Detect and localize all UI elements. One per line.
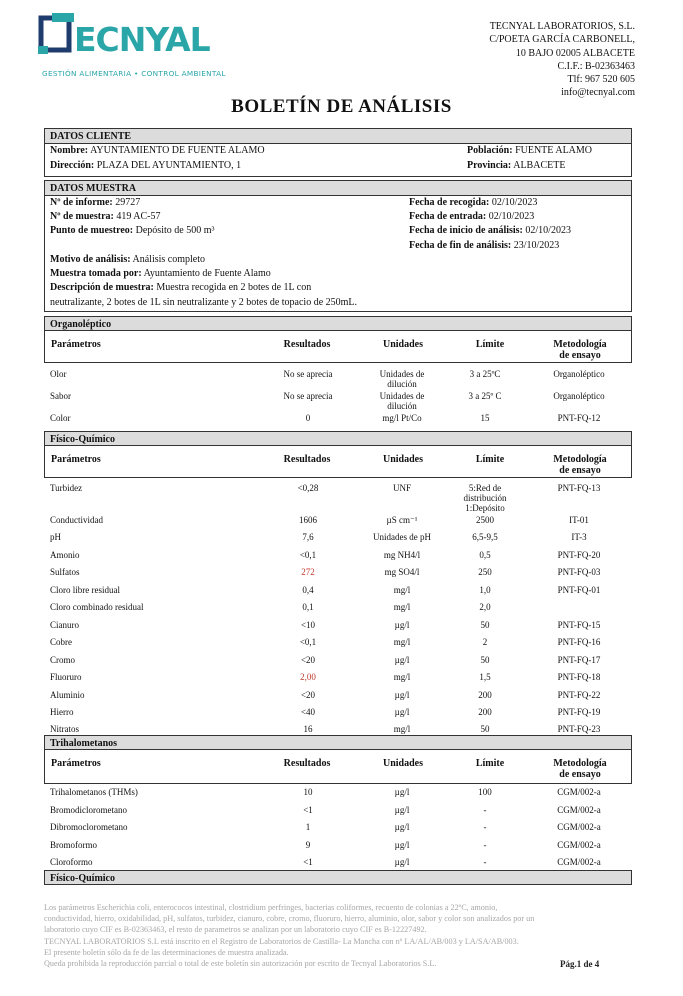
param-method: CGM/002-a	[557, 787, 601, 797]
param-unit: µg/l	[394, 822, 410, 832]
param-result: <40	[300, 707, 316, 717]
client-town: Población: FUENTE ALAMO	[467, 145, 593, 156]
client-address: Dirección: PLAZA DEL AYUNTAMIENTO, 1	[50, 160, 242, 171]
table-header-organoleptic	[44, 331, 632, 363]
param-unit: mg/l	[393, 602, 411, 612]
param-name: Sulfatos	[50, 567, 80, 577]
param-method: PNT-FQ-23	[557, 724, 601, 734]
param-unit: µg/l	[394, 857, 410, 867]
svg-text:GESTIÓN ALIMENTARIA • CONTROL: GESTIÓN ALIMENTARIA • CONTROL AMBIENTAL	[42, 69, 226, 78]
col-metodologia: Metodología de ensayo	[553, 454, 607, 476]
param-name: Amonio	[50, 550, 80, 560]
company-address	[489, 20, 635, 100]
param-name: Cloroformo	[50, 857, 93, 867]
param-result: No se aprecia	[283, 369, 333, 379]
param-result: 16	[303, 724, 313, 734]
param-name: Bromoformo	[50, 840, 97, 850]
param-method: Organoléptico	[553, 391, 605, 401]
footer-line: El presente boletín sólo da fe de las determinaciones de muestra analizada.	[44, 947, 289, 957]
param-method: Organoléptico	[553, 369, 605, 379]
param-result: <20	[300, 690, 316, 700]
param-name: Cianuro	[50, 620, 79, 630]
param-method: PNT-FQ-03	[557, 567, 601, 577]
col-parametros: Parámetros	[51, 454, 101, 465]
param-limit: -	[483, 840, 487, 850]
param-limit: 2500	[476, 515, 494, 525]
param-result: 0,4	[302, 585, 314, 595]
col-parametros: Parámetros	[51, 339, 101, 350]
param-unit: µS cm⁻¹	[386, 515, 418, 525]
param-result: <0,1	[299, 637, 317, 647]
param-name: pH	[50, 532, 61, 542]
footer-line: laboratorio cuyo CIF es B-02363463, el resto de parametros se analizan por un laboratorio cuyo CIF es B-12227492.	[44, 925, 427, 935]
param-limit: 0,5	[479, 550, 491, 560]
param-unit: mg/l	[393, 585, 411, 595]
param-result: 10	[303, 787, 313, 797]
param-name: Trihalometanos (THMs)	[50, 787, 138, 797]
footer-line: conductividad, hierro, oxidabilidad, pH, sulfatos, turbidez, cianuro, cobre, cromo, fluoruro, hierro, aluminio, olor, sabor y color son analizados por un	[44, 914, 535, 924]
company-line: info@tecnyal.com	[561, 87, 635, 99]
param-unit: mg/l	[393, 672, 411, 682]
param-limit: 2,0	[479, 602, 491, 612]
footer-line: Los parámetros Escherichia coli, enterococos intestinal, clostridium perfringes, bacterias coliformes, recuento de colonias a 22ºC, amonio,	[44, 903, 498, 912]
param-unit: µg/l	[394, 707, 410, 717]
param-name: Nitratos	[50, 724, 79, 734]
param-method: PNT-FQ-20	[557, 550, 601, 560]
param-name: Hierro	[50, 707, 74, 717]
param-method: CGM/002-a	[557, 805, 601, 815]
param-result: 1606	[299, 515, 317, 525]
param-name: Sabor	[50, 391, 71, 401]
param-limit: 100	[478, 787, 492, 797]
param-limit: 3 a 25º C	[468, 391, 502, 401]
param-limit: -	[483, 857, 487, 867]
param-method: PNT-FQ-01	[557, 585, 601, 595]
param-limit: 50	[480, 655, 490, 665]
document-title: BOLETÍN DE ANÁLISIS	[231, 96, 452, 117]
analysis-end-date: Fecha de fin de análisis: 23/10/2023	[409, 240, 560, 251]
company-line: C/POETA GARCÍA CARBONELL,	[489, 34, 635, 46]
col-metodologia: Metodología de ensayo	[553, 758, 607, 780]
param-result: 1	[305, 822, 311, 832]
param-name: Fluoruro	[50, 672, 82, 682]
col-limite: Límite	[475, 454, 505, 465]
param-name: Cloro combinado residual	[50, 602, 144, 612]
param-unit: mg/l	[393, 637, 411, 647]
sampling-point: Punto de muestreo: Depósito de 500 m³	[50, 225, 215, 236]
param-result: 0	[305, 413, 311, 423]
param-limit: 15	[480, 413, 490, 423]
sample-data-heading: DATOS MUESTRA	[45, 181, 631, 196]
param-unit: Unidades de dilución	[379, 369, 425, 389]
param-unit: µg/l	[394, 787, 410, 797]
param-result: 2,00	[300, 672, 316, 682]
param-name: Cromo	[50, 655, 76, 665]
col-unidades: Unidades	[382, 339, 423, 350]
param-name: Color	[50, 413, 71, 423]
client-province: Provincia: ALBACETE	[467, 160, 566, 171]
page-number: Pág.1 de 4	[560, 959, 600, 969]
param-limit: 6,5-9,5	[472, 532, 498, 542]
method-turbidez: PNT-FQ-13	[557, 483, 601, 493]
param-limit: 200	[478, 707, 492, 717]
param-name: Aluminio	[50, 690, 85, 700]
param-name: Cobre	[50, 637, 72, 647]
section-physicochemical-continued: Físico-Químico	[44, 870, 632, 885]
col-unidades: Unidades	[382, 454, 423, 465]
param-method: PNT-FQ-12	[557, 413, 601, 423]
param-method: CGM/002-a	[557, 840, 601, 850]
param-method: CGM/002-a	[557, 822, 601, 832]
unit-turbidez: UNF	[392, 483, 411, 493]
company-line: Tlf: 967 520 605	[567, 74, 635, 86]
param-name: Cloro libre residual	[50, 585, 120, 595]
param-result: <1	[303, 857, 313, 867]
param-name: Olor	[50, 369, 67, 379]
col-limite: Límite	[475, 339, 505, 350]
param-limit: 1,5	[479, 672, 491, 682]
param-turbidez: Turbidez	[50, 483, 83, 493]
param-method: IT-3	[571, 532, 587, 542]
company-line: TECNYAL LABORATORIOS, S.L.	[489, 21, 635, 32]
param-method: PNT-FQ-15	[557, 620, 601, 630]
sample-number: Nº de muestra: 419 AC-57	[50, 211, 161, 222]
client-data-heading: DATOS CLIENTE	[45, 129, 631, 144]
param-unit: µg/l	[394, 620, 410, 630]
company-line: 10 BAJO 02005 ALBACETE	[515, 47, 635, 59]
analysis-start-date: Fecha de inicio de análisis: 02/10/2023	[409, 225, 571, 236]
param-unit: µg/l	[394, 840, 410, 850]
sample-description-cont: neutralizante, 2 botes de 1L sin neutralizante y 2 botes de topacio de 250mL.	[50, 297, 358, 308]
param-name: Conductividad	[50, 515, 103, 525]
sample-description: Descripción de muestra: Muestra recogida en 2 botes de 1L con	[50, 282, 312, 293]
limit-turbidez: 5:Red de distribución 1:Depósito	[463, 483, 507, 513]
param-unit: µg/l	[394, 805, 410, 815]
param-limit: -	[483, 822, 487, 832]
param-unit: mg/l Pt/Co	[382, 413, 422, 423]
company-logo	[36, 10, 226, 80]
param-limit: 3 a 25ºC	[469, 369, 501, 379]
param-method: IT-01	[569, 515, 589, 525]
company-line: C.I.F.: B-02363463	[557, 60, 635, 72]
entry-date: Fecha de entrada: 02/10/2023	[409, 211, 535, 222]
section-physicochemical: Físico-Químico	[44, 431, 632, 446]
table-header-trihalomethanes	[44, 750, 632, 784]
result-turbidez: <0,28	[297, 483, 319, 493]
param-result: 7,6	[302, 532, 314, 542]
footer-line: Queda prohibida la reproducción parcial o total de este boletín sin autorización por escrito de Tecnyal Laboratorios S.L.	[44, 959, 437, 969]
param-unit: Unidades de dilución	[379, 391, 425, 411]
table-header-physicochemical	[44, 446, 632, 478]
param-result: 9	[305, 840, 311, 850]
collection-date: Fecha de recogida: 02/10/2023	[409, 197, 538, 208]
param-result: <20	[300, 655, 316, 665]
param-limit: 2	[482, 637, 488, 647]
param-unit: µg/l	[394, 655, 410, 665]
param-name: Bromodiclorometano	[50, 805, 127, 815]
param-limit: -	[483, 805, 487, 815]
col-parametros: Parámetros	[51, 758, 101, 769]
param-result: 0,1	[302, 602, 314, 612]
param-method: PNT-FQ-22	[557, 690, 601, 700]
col-resultados: Resultados	[283, 454, 331, 465]
param-unit: µg/l	[394, 690, 410, 700]
param-unit: Unidades de pH	[373, 532, 431, 542]
param-limit: 1,0	[479, 585, 491, 595]
param-limit: 50	[480, 620, 490, 630]
param-unit: mg/l	[393, 724, 411, 734]
param-method: PNT-FQ-16	[557, 637, 601, 647]
footer-line: TECNYAL LABORATORIOS S.L está inscrito en el Registro de Laboratorios de Castilla- La Mancha con nº LA/AL/AB/003 y LA/SA/AB/003.	[44, 936, 519, 946]
param-method: PNT-FQ-19	[557, 707, 601, 717]
param-result: <0,1	[299, 550, 317, 560]
section-organoleptic: Organoléptico	[44, 316, 632, 331]
param-unit: mg SO4/l	[384, 567, 420, 577]
param-result: No se aprecia	[283, 391, 333, 401]
param-method: CGM/002-a	[557, 857, 601, 867]
col-resultados: Resultados	[283, 339, 331, 350]
section-trihalomethanes: Trihalometanos	[44, 735, 632, 750]
footer-notes	[44, 902, 634, 969]
svg-text:ECNYAL: ECNYAL	[74, 20, 210, 59]
param-result: 272	[301, 567, 315, 577]
report-number: Nº de informe: 29727	[50, 197, 141, 208]
param-limit: 50	[480, 724, 490, 734]
sample-taken-by: Muestra tomada por: Ayuntamiento de Fuente Alamo	[50, 268, 271, 279]
param-method: PNT-FQ-17	[557, 655, 601, 665]
col-limite: Límite	[475, 758, 505, 769]
param-name: Dibromoclorometano	[50, 822, 128, 832]
param-result: <10	[300, 620, 316, 630]
param-unit: mg NH4/l	[383, 550, 421, 560]
client-name: Nombre: AYUNTAMIENTO DE FUENTE ALAMO	[50, 145, 265, 156]
param-limit: 250	[478, 567, 492, 577]
param-result: <1	[303, 805, 313, 815]
col-unidades: Unidades	[382, 758, 423, 769]
col-metodologia: Metodología de ensayo	[553, 339, 607, 361]
param-method: PNT-FQ-18	[557, 672, 601, 682]
col-resultados: Resultados	[283, 758, 331, 769]
analysis-reason: Motivo de análisis: Análisis completo	[50, 254, 206, 265]
param-limit: 200	[478, 690, 492, 700]
